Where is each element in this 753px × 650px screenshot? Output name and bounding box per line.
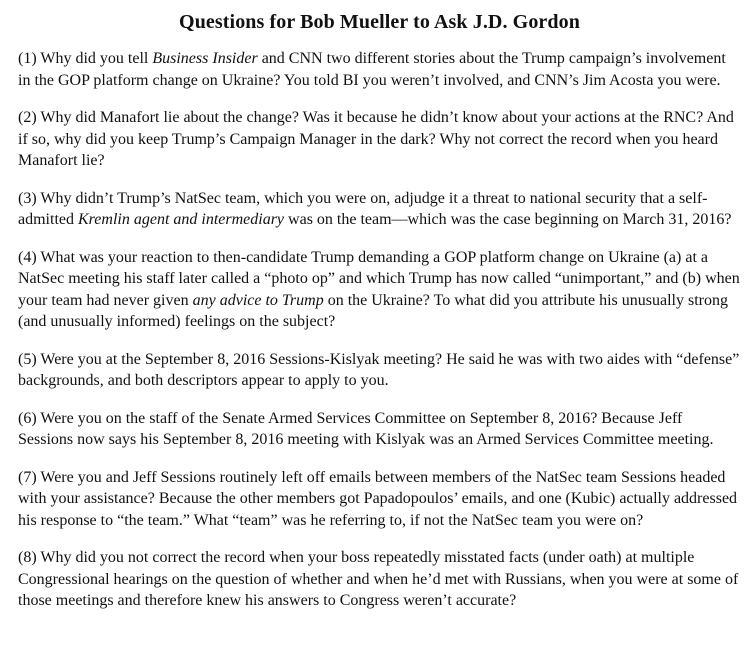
question-text: (7) Were you and Jeff Sessions routinely left off emails between members of the NatSec team Sessions headed with your assistance? Because the other members got Papadopoulos’ emails, and one (Kubic) actually addressed his response to “the team.” What “team” was he referring to, if not the NatSec team you were on? bbox=[18, 468, 738, 529]
question-text: was on the team—which was the case beginning on March 31, 2016? bbox=[284, 211, 732, 228]
document-title: Questions for Bob Mueller to Ask J.D. Gordon bbox=[179, 11, 580, 33]
italic-text: Kremlin agent and intermediary bbox=[77, 211, 285, 228]
question-text: (5) Were you at the September 8, 2016 Sessions-Kislyak meeting? He said he was with two aides with “defense” backgrounds, and both descriptors appear to apply to you. bbox=[18, 350, 740, 389]
question-q5 bbox=[18, 349, 741, 392]
question-text: (8) Why did you not correct the record when your boss repeatedly misstated facts (under oath) at multiple Congressional hearings on the question of whether and when he’d met with Russians, when you were at some of those meetings and therefore knew his answers to Congress weren’t accurate? bbox=[18, 549, 739, 609]
question-text: (2) Why did Manafort lie about the change? Was it because he didn’t know about your actions at the RNC? And if so, why did you keep Trump’s Campaign Manager in the dark? Why not correct the record when you heard Manafort lie? bbox=[18, 109, 734, 169]
question-text: (6) Were you on the staff of the Senate Armed Services Committee on September 8, 2016? Because Jeff Sessions now says his September 8, 2016 meeting with Kislyak was an Armed Services Committee meeting. bbox=[18, 409, 714, 448]
italic-text: Business Insider bbox=[152, 50, 258, 67]
question-text: (4) What was your reaction to then-candidate Trump demanding a GOP platform change on Ukraine (a) at a NatSec meeting his staff later called a “photo op” and which Trump has now called “unimportant,” and (b) when your team had never given bbox=[18, 248, 740, 309]
italic-text: any advice to Trump bbox=[192, 291, 324, 309]
question-text: on the Ukraine? To what did you attribute his unusually strong (and unusually informed) feelings on the subject? bbox=[18, 291, 728, 330]
question-text: (1) Why did you tell bbox=[18, 50, 153, 67]
question-q3 bbox=[18, 188, 741, 231]
question-text: (3) Why didn’t Trump’s NatSec team, which you were on, adjudge it a threat to national security that a self-admitted bbox=[18, 189, 708, 228]
question-text: and CNN two different stories about the Trump campaign’s involvement in the GOP platform change on Ukraine? You told BI you weren’t involved, and CNN’s Jim Acosta you were. bbox=[18, 50, 726, 89]
question-q7 bbox=[18, 467, 741, 532]
question-q2 bbox=[18, 107, 741, 172]
question-q4 bbox=[18, 247, 741, 333]
question-q6 bbox=[18, 408, 741, 451]
question-list bbox=[18, 48, 741, 612]
question-q1 bbox=[18, 48, 741, 91]
question-q8 bbox=[18, 547, 741, 612]
